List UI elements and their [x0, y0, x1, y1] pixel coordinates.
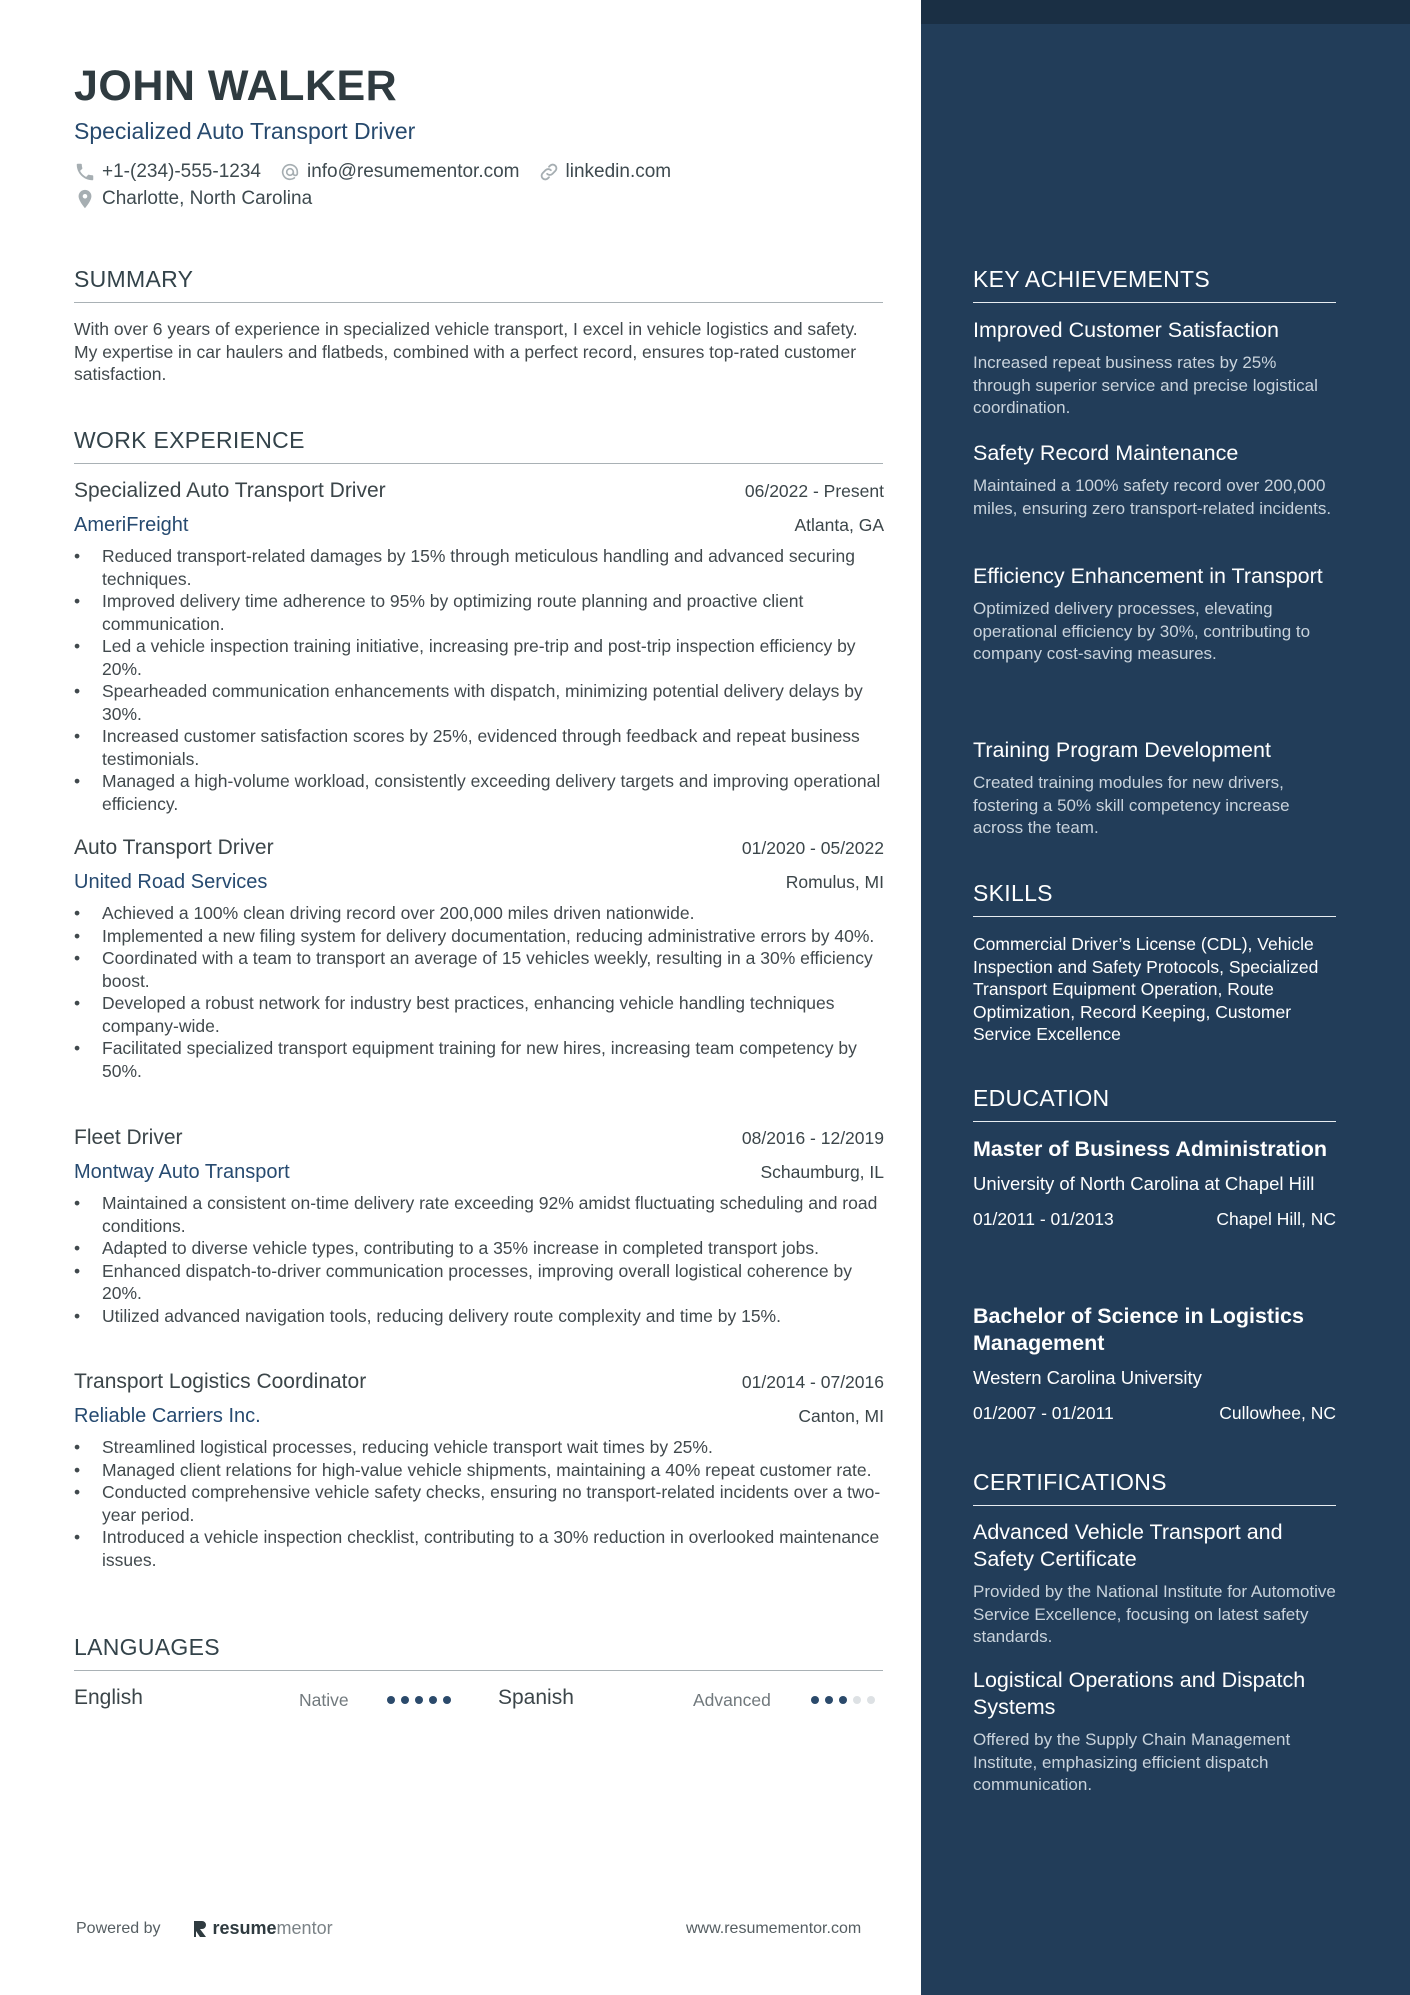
job-bullet: • Introduced a vehicle inspection checklist, contributing to a 30% reduction in overlooked maintenance issues. — [74, 1526, 884, 1571]
job-bullet: • Managed a high-volume workload, consistently exceeding delivery targets and improving operational efficiency. — [74, 770, 884, 815]
summary-text: With over 6 years of experience in specialized vehicle transport, I excel in vehicle logistics and safety. My expertise in car haulers and flatbeds, combined with a perfect record, ensures top-rated customer satisfaction. — [74, 319, 858, 384]
achievement-item — [973, 440, 1336, 520]
achievement-title: Training Program Development — [973, 738, 1271, 762]
job-bullet: • Reduced transport-related damages by 15% through meticulous handling and advanced securing techniques. — [74, 545, 884, 590]
language-level: Native — [299, 1690, 349, 1710]
rating-dot-empty — [867, 1696, 875, 1704]
certification-title: Logistical Operations and Dispatch Systems — [973, 1668, 1306, 1719]
job-location: Atlanta, GA — [794, 515, 884, 535]
job-dates: 01/2020 - 05/2022 — [741, 838, 884, 858]
job-bullet: • Streamlined logistical processes, reducing vehicle transport wait times by 25%. — [74, 1436, 884, 1459]
job-bullet: • Coordinated with a team to transport an average of 15 vehicles weekly, resulting in a 30% efficiency boost. — [74, 947, 884, 992]
job-location: Schaumburg, IL — [760, 1162, 884, 1182]
phone-text: +1-(234)-555-1234 — [102, 161, 261, 182]
job-bullet: • Achieved a 100% clean driving record over 200,000 miles driven nationwide. — [74, 902, 884, 925]
job-bullet: • Developed a robust network for industry best practices, enhancing vehicle handling techniques company-wide. — [74, 992, 884, 1037]
achievement-item — [973, 317, 1336, 420]
phone-contact[interactable] — [74, 161, 261, 183]
rating-dot-filled — [825, 1696, 833, 1704]
achievements-heading: KEY ACHIEVEMENTS — [973, 266, 1336, 303]
job-title: Auto Transport Driver — [74, 836, 274, 859]
achievement-desc: Increased repeat business rates by 25% through superior service and precise logistical coordination. — [973, 353, 1318, 417]
email-contact[interactable] — [279, 161, 520, 183]
sidebar-top-bar — [921, 0, 1410, 24]
job-entry — [74, 1126, 884, 1327]
job-company: United Road Services — [74, 871, 268, 893]
job-bullet: • Managed client relations for high-value vehicle shipments, maintaining a 40% repeat customer rate. — [74, 1459, 884, 1482]
rating-dot-filled — [415, 1696, 423, 1704]
footer-website-link[interactable]: www.resumementor.com — [686, 1920, 862, 1937]
achievement-title: Improved Customer Satisfaction — [973, 318, 1279, 342]
skills-list: Commercial Driver’s License (CDL), Vehicle Inspection and Safety Protocols, Specialized Transport Equipment Operation, Route Optimization, Record Keeping, Customer Service Excellence — [973, 934, 1319, 1044]
job-bullet: • Implemented a new filing system for delivery documentation, reducing administrative errors by 40%. — [74, 925, 884, 948]
job-company: Reliable Carriers Inc. — [74, 1405, 261, 1427]
education-dates: 01/2007 - 01/2011 — [973, 1402, 1114, 1423]
job-entry — [74, 1370, 884, 1571]
email-text: info@resumementor.com — [306, 161, 520, 182]
certification-desc: Offered by the Supply Chain Management Institute, emphasizing efficient dispatch communication. — [973, 1730, 1291, 1794]
education-degree: Bachelor of Science in Logistics Management — [973, 1304, 1304, 1355]
job-bullet: • Facilitated specialized transport equipment training for new hires, increasing team competency by 50%. — [74, 1037, 884, 1082]
footer-powered-by — [76, 1918, 333, 1939]
job-bullet: • Utilized advanced navigation tools, reducing delivery route complexity and time by 15%. — [74, 1305, 884, 1328]
location-pin-icon — [74, 188, 96, 210]
achievement-item — [973, 737, 1336, 840]
rating-dot-filled — [839, 1696, 847, 1704]
powered-by-text: Powered by — [76, 1919, 161, 1937]
brand-name-bold: resume — [212, 1918, 277, 1938]
job-bullets — [74, 545, 884, 815]
at-icon — [279, 161, 301, 183]
location-text: Charlotte, North Carolina — [102, 188, 313, 209]
language-name: Spanish — [498, 1686, 574, 1709]
job-bullets — [74, 902, 884, 1082]
job-bullet: • Conducted comprehensive vehicle safety checks, ensuring no transport-related incidents over a two-year period. — [74, 1481, 884, 1526]
brand-logo[interactable] — [191, 1918, 333, 1939]
job-bullet: • Adapted to diverse vehicle types, contributing to a 35% increase in completed transport jobs. — [74, 1237, 884, 1260]
link-icon — [538, 161, 560, 183]
certification-desc: Provided by the National Institute for Automotive Service Excellence, focusing on latest safety standards. — [973, 1582, 1336, 1646]
rating-dot-filled — [429, 1696, 437, 1704]
summary-heading: SUMMARY — [74, 266, 883, 303]
sidebar — [921, 0, 1410, 1995]
job-dates: 08/2016 - 12/2019 — [741, 1128, 884, 1148]
job-bullet: • Maintained a consistent on-time delivery rate exceeding 92% amidst fluctuating scheduling and road conditions. — [74, 1192, 884, 1237]
education-item — [973, 1303, 1336, 1424]
education-degree: Master of Business Administration — [973, 1137, 1328, 1161]
education-dates: 01/2011 - 01/2013 — [973, 1208, 1114, 1229]
education-heading: EDUCATION — [973, 1085, 1336, 1122]
job-entry — [74, 836, 884, 1082]
certifications-heading: CERTIFICATIONS — [973, 1469, 1336, 1506]
languages-list — [74, 1686, 884, 1716]
achievement-item — [973, 563, 1336, 666]
language-level: Advanced — [693, 1690, 771, 1710]
phone-icon — [74, 161, 96, 183]
job-bullet: • Improved delivery time adherence to 95% by optimizing route planning and proactive client communication. — [74, 590, 884, 635]
linkedin-text: linkedin.com — [565, 161, 672, 182]
job-title: Transport Logistics Coordinator — [74, 1370, 367, 1393]
achievement-title: Efficiency Enhancement in Transport — [973, 564, 1323, 588]
job-dates: 06/2022 - Present — [744, 481, 884, 501]
job-bullets — [74, 1192, 884, 1327]
education-location: Cullowhee, NC — [1219, 1402, 1336, 1423]
job-company: AmeriFreight — [74, 514, 189, 536]
contact-row-primary — [74, 161, 689, 183]
candidate-title: Specialized Auto Transport Driver — [74, 118, 416, 144]
achievement-desc: Created training modules for new drivers, fostering a 50% skill competency increase across the team. — [973, 773, 1290, 837]
job-company: Montway Auto Transport — [74, 1161, 290, 1183]
language-rating — [387, 1696, 457, 1704]
education-item — [973, 1136, 1336, 1230]
job-bullet: • Enhanced dispatch-to-driver communication processes, improving overall logistical coherence by 20%. — [74, 1260, 884, 1305]
job-title: Fleet Driver — [74, 1126, 183, 1149]
rating-dot-empty — [853, 1696, 861, 1704]
certification-item — [973, 1519, 1336, 1649]
experience-heading: WORK EXPERIENCE — [74, 427, 883, 464]
job-bullet: • Led a vehicle inspection training initiative, increasing pre-trip and post-trip inspection efficiency by 20%. — [74, 635, 884, 680]
rating-dot-filled — [401, 1696, 409, 1704]
languages-heading: LANGUAGES — [74, 1634, 883, 1671]
job-entry — [74, 479, 884, 815]
education-school: University of North Carolina at Chapel Hill — [973, 1173, 1315, 1194]
rating-dot-filled — [387, 1696, 395, 1704]
achievement-title: Safety Record Maintenance — [973, 441, 1239, 465]
location-contact — [74, 188, 312, 210]
resumementor-logo-icon — [191, 1919, 209, 1939]
job-bullet: • Increased customer satisfaction scores by 25%, evidenced through feedback and repeat business testimonials. — [74, 725, 884, 770]
rating-dot-filled — [443, 1696, 451, 1704]
job-location: Canton, MI — [798, 1406, 884, 1426]
education-school: Western Carolina University — [973, 1367, 1202, 1388]
job-bullet: • Spearheaded communication enhancements with dispatch, minimizing potential delivery delays by 30%. — [74, 680, 884, 725]
achievement-desc: Maintained a 100% safety record over 200,000 miles, ensuring zero transport-related incidents. — [973, 476, 1332, 518]
certification-item — [973, 1667, 1336, 1797]
job-location: Romulus, MI — [785, 872, 884, 892]
job-dates: 01/2014 - 07/2016 — [741, 1372, 884, 1392]
certification-title: Advanced Vehicle Transport and Safety Certificate — [973, 1520, 1283, 1571]
education-location: Chapel Hill, NC — [1216, 1208, 1336, 1229]
language-rating — [811, 1696, 881, 1704]
skills-heading: SKILLS — [973, 880, 1336, 917]
job-bullets — [74, 1436, 884, 1571]
linkedin-contact[interactable] — [538, 161, 672, 183]
candidate-name: JOHN WALKER — [74, 62, 398, 110]
job-title: Specialized Auto Transport Driver — [74, 479, 386, 502]
achievement-desc: Optimized delivery processes, elevating operational efficiency by 30%, contributing to company cost-saving measures. — [973, 599, 1311, 663]
brand-name-light: mentor — [276, 1918, 333, 1938]
rating-dot-filled — [811, 1696, 819, 1704]
contact-row-secondary — [74, 188, 330, 210]
language-name: English — [74, 1686, 143, 1709]
